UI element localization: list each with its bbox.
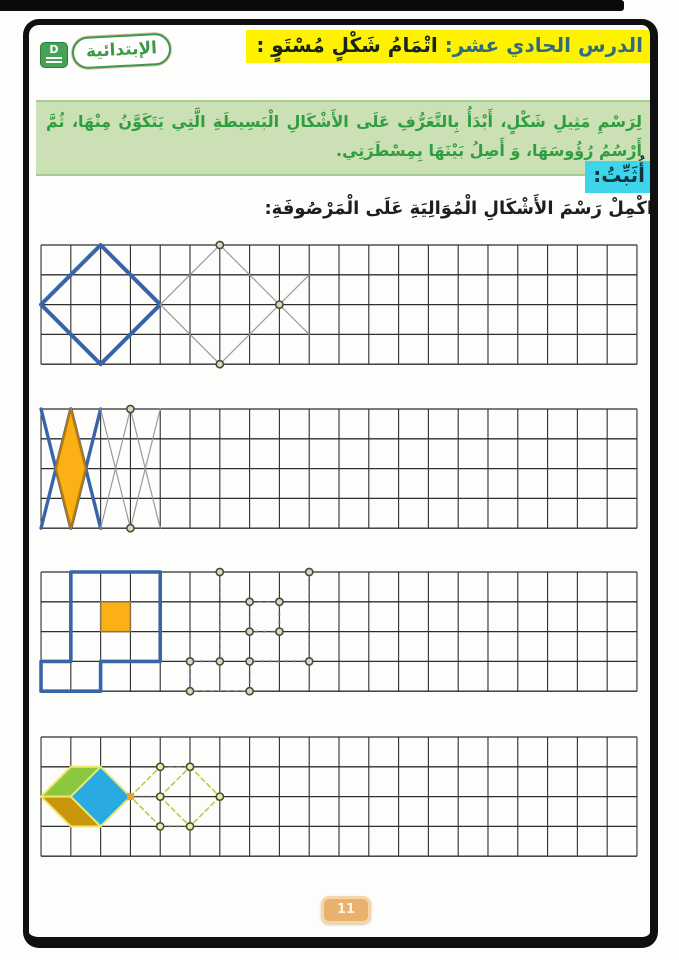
section-badge: أُثَبِّتُ: (585, 161, 653, 193)
lesson-topic: اتْمَامُ شَكْلٍ مُسْتَوٍ : (256, 33, 438, 57)
method-note: لِرَسْمِ مَثِيلِ شَكْلٍ، أَبْدَأُ بِالتَّعَرُّفِ عَلَى الأَشْكَالِ الْبَسِيطَةِ الَّتِي يَتَكَوَّنُ مِنْهَا، ثُمَّ أَرْسُمُ رُؤُوسَهَا، وَ أَصِلُ بَيْنَهَا بِمِسْطَرَتِي. (36, 102, 652, 174)
school-logo (71, 32, 172, 69)
logo-badge-letter: D (49, 43, 59, 56)
logo-badge-stripes-icon (46, 57, 62, 64)
dot-grid-cube (41, 737, 637, 856)
dot-grid-rectilinear (41, 572, 637, 691)
exercise-instruction: اكْمِلْ رَسْمَ الأَشْكَالِ الْمُوَالِيَةِ عَلَى الْمَرْصُوفَةِ: (264, 198, 653, 219)
lesson-title (246, 30, 653, 63)
publisher-logo-icon (40, 42, 68, 68)
lesson-number: الدرس الحادي عشر: (444, 33, 643, 57)
page-number-badge: 11 (321, 896, 371, 924)
school-logo-text: الإبتدائية (85, 38, 158, 62)
dot-grid-hourglass (41, 409, 637, 528)
scan-edge-bar (0, 0, 624, 11)
dot-grid-diamond (41, 245, 637, 364)
